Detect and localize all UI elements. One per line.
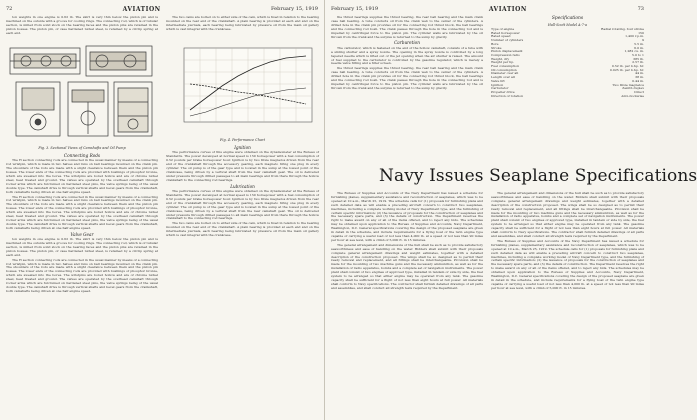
spec-value: 9 — [642, 38, 644, 43]
figure-4-caption: Fig. 4. Performance Chart — [220, 138, 265, 142]
spec-value: 0.52 lb. per b.hp. hr. — [611, 64, 644, 69]
spec-label: Propeller drive — [491, 89, 515, 94]
paragraph: The H section connecting rods are connected in the usual manner by means of a connecting rod wristpin, which is made in two halves and runs on ball bearings mounted on the crank pin. The shoulders of the rods are made with a slight clearance between them and the piston pin bosses. The lower ends of the connecting rods are provided with bushings of phosphor bronze, which are sweated into the bores. The wristpins are bored hollow and are of chrome nickel steel, heat treated and ground. The valves are operated by the overhead camshaft through rocker arms which are fulcrumed on hardened steel pins, the valve springs being of the usual double type. The camshaft drive is through vertical shafts and bevel gears from the crankshaft, both camshafts being driven at one half engine speed. — [6, 158, 158, 194]
paragraph: ton weights in one engine is 0.62 lb. The skirt is very thin below the piston pin and is machined on the outside with a groove for cooling rings. The connecting rod, which is of tubular section, is milled from solid stock on the bearing faces and the piston pins are retained in the piston bosses. The piston pin, of case hardened nickel steel, is retained by a circlip spring at each end. — [6, 15, 158, 35]
spec-value: Two Dixie magnetos — [612, 82, 644, 87]
figure-3 — [6, 42, 158, 150]
spec-value: 2.57 lb. — [632, 60, 644, 65]
spec-value: 1,282 cu. in. — [624, 49, 644, 54]
left-col2-bottom-text — [166, 144, 319, 414]
section-head-ignition: Ignition — [234, 145, 251, 150]
issue-date: February 15, 1919 — [270, 6, 318, 12]
figure-3-caption: Fig. 3. Sectional Views of Camshafts and Oil Pump — [38, 146, 126, 150]
spec-label: Piston displacement — [491, 49, 523, 54]
paragraph: The general arrangement and dimensions of the hull shall be such as to provide satisfactory seaworthiness and ease of handling on the water. Bidders shall submit with their proposals complete general arrangement drawings and weight estimates, together with a detailed description of the construction proposed. The wings shall be so designed as to permit their ready removal and replacement, and all fittings shall be interchangeable. Provision shall be made for the mounting of two machine guns and the necessary ammunition, as well as for the installation of radio apparatus, bombs and a complete set of navigation instruments. The power plant shall consist of two engines of approved type, installed in tandem or side by side, the fuel system to be arranged so that either engine may be operated from any tank. The gasoline capacity shall be sufficient for a flight of not less than eight hours at full power. All materials shall conform to Navy specifications. The contractor shall furnish detailed drawings of all parts and assemblies, and shall conduct all strength tests required by the Department. — [491, 191, 644, 238]
journal-title: AVIATION — [122, 5, 161, 13]
figure-4 — [166, 44, 319, 142]
spec-label: Compression ratio — [491, 52, 520, 57]
spec-label: Number of cylinders — [491, 38, 524, 43]
paragraph: The Bureau of Supplies and Accounts of the Navy Department has issued a schedule for furnishing planes, supplementary assistance and reconstruction of seaplanes, which was to be opened at 10 a.m., March 25, 1919. The schedule calls for (1) proposals for furnishing plans and such detailed data as will enable a preceding aircraft concern to construct two seaplanes, machines, including a complete working model of Navy Department type, and the furnishing of certain specific information; (2) the issuance of proposals for the construction of seaplanes and the necessary spare parts, and (3) the details of construction. The Department reserves the right to make award on any or all of the items offered, and to reject any bids. The schedules may be obtained upon application to the Bureau of Supplies and Accounts, Navy Department, Washington, D.C. General specifications covering the design of the proposed seaplane are given in detail in the schedule, and include requirements for a flying boat of the twin engine type capable of carrying a useful load of not less than 4,000 lb. at a speed of not less than 90 miles per hour at sea level, with a climb of 5,000 ft. in 15 minutes. — [331, 191, 483, 242]
specifications-rows — [491, 28, 644, 98]
spec-value: Anti-clockwise — [621, 93, 644, 98]
spec-value: 44 in. — [635, 71, 644, 76]
spec-label: Oil consumption — [491, 67, 517, 72]
spec-label: Carburetor — [491, 86, 509, 91]
spec-value: 5.0 to 1 — [632, 52, 644, 57]
spec-value: 5.5 in. — [634, 41, 644, 46]
spec-label: Bore — [491, 41, 499, 46]
right-col2-bottom-text — [491, 192, 644, 414]
right-col1-bottom-text — [331, 192, 483, 414]
specifications-subtitle: Hall-Scott Model A-7-a — [547, 22, 588, 27]
section-head-valve-gear: Valve Gear — [70, 231, 94, 237]
spec-value: 1,400 r.p.m. — [625, 34, 644, 39]
spec-value: 385 lb. — [633, 56, 644, 61]
paragraph: The H section connecting rods are connected in the usual manner by means of a connecting rod wristpin, which is made in two halves and runs on ball bearings mounted on the crank pin. The shoulders of the rods are made with a slight clearance between them and the piston pin bosses. The lower ends of the connecting rods are provided with bushings of phosphor bronze, which are sweated into the bores. The wristpins are bored hollow and are of chrome nickel steel, heat treated and ground. The valves are operated by the overhead camshaft through rocker arms which are fulcrumed on hardened steel pins, the valve springs being of the usual double type. The camshaft drive is through vertical shafts and bevel gears from the crankshaft, both camshafts being driven at one half engine speed. — [6, 194, 158, 230]
section-head-connecting-rods: Connecting Rods — [63, 153, 101, 158]
spec-label: Length over all — [491, 75, 515, 80]
performance-chart-drawing — [166, 44, 319, 134]
paragraph: The performance curves of this engine were obtained on the dynamometer at the Bureau of Standards. The power developed at normal speed is 150 horsepower with a fuel consumption of 0.52 pounds per brake horsepower hour. Ignition is by two Dixie magnetos driven from the rear end of the crankshaft through the accessory gearing, each magneto firing one plug in every cylinder. The oil pump is of the gear type and is located in the sump at the lowest point of the crankcase, being driven by a vertical shaft from the rear camshaft gear. The oil is delivered under pressure through drilled passages to all main bearings and from there through the hollow crankshaft to the connecting rod bearings. — [166, 189, 319, 221]
spec-label: Stroke — [491, 45, 502, 50]
spec-value: 38 in. — [635, 75, 644, 80]
spec-label: Fuel consumption — [491, 64, 520, 69]
article-title: Navy Issues Seaplane Specifications — [379, 166, 697, 186]
journal-title: AVIATION — [488, 5, 527, 13]
spec-label: Weight, dry — [491, 56, 510, 61]
spec-label: Weight per hp. — [491, 60, 515, 65]
spec-value: 0.025 lb. per b.hp. hr. — [609, 67, 644, 72]
specifications-table — [491, 16, 644, 164]
paragraph: the thrust bearings supplies the thrust bearing, the rear ball bearing and the main crank case ball bearing. A tube conducts oil from the crank web to the center of the cylinders. A drilled hole in the crank pin provides oil for the connecting rod thrust block, the ball bearings and the connecting rod bosh. The crank passes through the hole in the connecting rod and is impelled by centrifugal force to the piston pin. The cylinder walls are lubricated by the oil thrown from the crank and the surplus is returned to the sump by gravity. — [331, 66, 483, 90]
paragraph: ton weights in one engine is 0.62 lb. The skirt is very thin below the piston pin and is machined on the outside with a groove for cooling rings. The connecting rod, which is of tubular section, is milled from solid stock on the bearing faces and the piston pins are retained in the piston bosses. The piston pin, of case hardened nickel steel, is retained by a circlip spring at each end. — [6, 237, 158, 257]
paragraph: The general arrangement and dimensions of the hull shall be such as to provide satisfactory seaworthiness and ease of handling on the water. Bidders shall submit with their proposals complete general arrangement drawings and weight estimates, together with a detailed description of the construction proposed. The wings shall be so designed as to permit their ready removal and replacement, and all fittings shall be interchangeable. Provision shall be made for the mounting of two machine guns and the necessary ammunition, as well as for the installation of radio apparatus, bombs and a complete set of navigation instruments. The power plant shall consist of two engines of approved type, installed in tandem or side by side, the fuel system to be arranged so that either engine may be operated from any tank. The gasoline capacity shall be sufficient for a flight of not less than eight hours at full power. All materials shall conform to Navy specifications. The contractor shall furnish detailed drawings of all parts and assemblies, and shall conduct all strength tests required by the Department. — [331, 242, 483, 290]
left-page-header — [6, 4, 318, 14]
right-page-header — [331, 4, 644, 14]
paragraph: The H section connecting rods are connected in the usual manner by means of a connecting rod wristpin, which is made in two halves and runs on ball bearings mounted on the crank pin. The shoulders of the rods are made with a slight clearance between them and the piston pin bosses. The lower ends of the connecting rods are provided with bushings of phosphor bronze, which are sweated into the bores. The wristpins are bored hollow and are of chrome nickel steel, heat treated and ground. The valves are operated by the overhead camshaft through rocker arms which are fulcrumed on hardened steel pins, the valve springs being of the usual double type. The camshaft drive is through vertical shafts and bevel gears from the crankshaft, both camshafts being driven at one half engine speed. — [6, 257, 158, 293]
spec-row — [491, 95, 644, 99]
paragraph: the thrust bearings supplies the thrust bearing, the rear ball bearing and the main crank case ball bearing. A tube conducts oil from the crank web to the center of the cylinders. A drilled hole in the crank pin provides oil for the connecting rod thrust block, the ball bearings and the connecting rod bosh. The crank passes through the hole in the connecting rod and is impelled by centrifugal force to the piston pin. The cylinder walls are lubricated by the oil thrown from the crank and the surplus is returned to the sump by gravity. — [331, 15, 483, 39]
spec-value: 150 — [638, 30, 644, 35]
page-number: 73 — [637, 6, 644, 12]
paragraph: The two cams are bolted on to either side of the cam, which is fixed in relation to the bearing mounted on the rear end of the crankshaft. A plain bearing is provided at each end and on the intermediate journals, each bearing being lubricated by pressure oil from the main oil gallery which is cast integral with the crankcase. — [166, 221, 319, 238]
specifications-title: Specifications — [551, 16, 584, 21]
paragraph: The performance curves of this engine were obtained on the dynamometer at the Bureau of Standards. The power developed at normal speed is 150 horsepower with a fuel consumption of 0.52 pounds per brake horsepower hour. Ignition is by two Dixie magnetos driven from the rear end of the crankshaft through the accessory gearing, each magneto firing one plug in every cylinder. The oil pump is of the gear type and is located in the sump at the lowest point of the crankcase, being driven by a vertical shaft from the rear camshaft gear. The oil is delivered under pressure through drilled passages to all main bearings and from there through the hollow crankshaft to the connecting rod bearings. — [166, 150, 319, 182]
right-page — [325, 0, 697, 420]
paragraph: The two cams are bolted on to either side of the cam, which is fixed in relation to the bearing mounted on the rear end of the crankshaft. A plain bearing is provided at each end and on the intermediate journals, each bearing being lubricated by pressure oil from the main oil gallery which is cast integral with the crankcase. — [166, 15, 319, 31]
spec-value: 0.44 in. — [632, 78, 644, 83]
camshaft-oil-pump-drawing — [6, 42, 158, 142]
section-head-lubrication: Lubrication — [230, 183, 255, 189]
spec-value: Radial rotating, four stroke — [601, 27, 644, 31]
issue-date: February 15, 1919 — [331, 6, 379, 12]
left-col1-top-text — [6, 16, 158, 40]
spec-label: Valve lift — [491, 78, 505, 83]
spec-label: Direction of rotation — [491, 93, 524, 98]
spec-label: Rated horsepower — [491, 30, 520, 35]
spec-label: Rated speed — [491, 34, 511, 39]
left-page — [0, 0, 325, 420]
section-head-carburetion: Carburetion — [394, 40, 420, 46]
left-col2-top-text — [166, 16, 319, 42]
spec-label: Ignition — [491, 82, 504, 87]
left-col1-bottom-text — [6, 152, 158, 414]
paragraph: The carburetor, which is fastened on the end of the hollow camshaft, consists of a tube with a sliding shutter and a spray nozzle. The opening in the spray nozzle is controlled by a long tapered needle which is lifted out of the jet opening when the air shutter is raised. The amount of fuel supplied to the carburetor is controlled by the gasoline regulator, which is merely a needle valve fitting and a filter screen. — [331, 45, 483, 66]
spec-label: Diameter over all — [491, 71, 519, 76]
spec-value: 6.0 in. — [634, 45, 644, 50]
page-number: 72 — [6, 6, 13, 12]
spec-value: Direct — [634, 89, 644, 94]
spec-label: Type of engine — [491, 27, 515, 31]
spec-value: Zenith duplex — [622, 86, 644, 91]
paragraph: The Bureau of Supplies and Accounts of the Navy Department has issued a schedule for furnishing planes, supplementary assistance and reconstruction of seaplanes, which was to be opened at 10 a.m., March 25, 1919. The schedule calls for (1) proposals for furnishing plans and such detailed data as will enable a preceding aircraft concern to construct two seaplanes, machines, including a complete working model of Navy Department type, and the furnishing of certain specific information; (2) the issuance of proposals for the construction of seaplanes and the necessary spare parts, and (3) the details of construction. The Department reserves the right to make award on any or all of the items offered, and to reject any bids. The schedules may be obtained upon application to the Bureau of Supplies and Accounts, Navy Department, Washington, D.C. General specifications covering the design of the proposed seaplane are given in detail in the schedule, and include requirements for a flying boat of the twin engine type capable of carrying a useful load of not less than 4,000 lb. at a speed of not less than 90 miles per hour at sea level, with a climb of 5,000 ft. in 15 minutes. — [491, 238, 644, 290]
right-col1-top-text — [331, 16, 483, 164]
